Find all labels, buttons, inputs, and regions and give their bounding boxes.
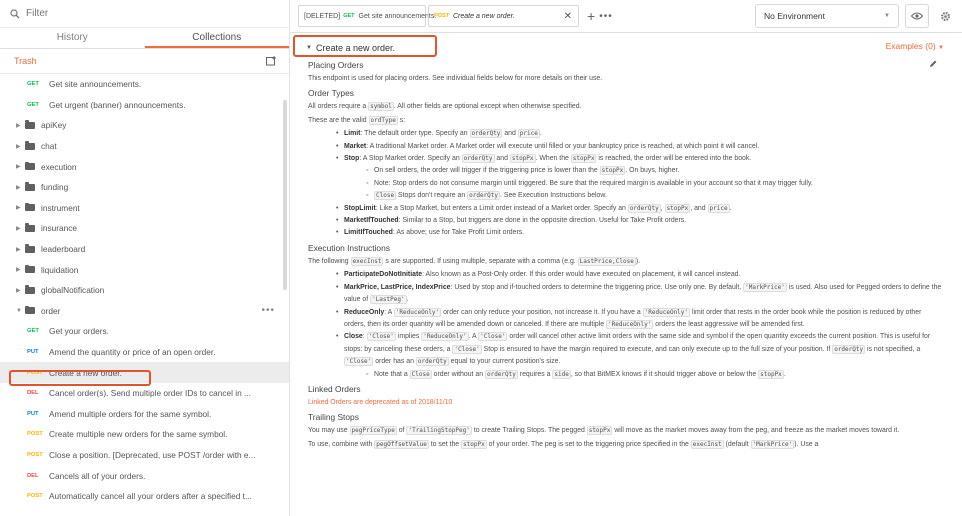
request-item[interactable] <box>0 321 289 342</box>
request-item[interactable] <box>0 74 289 95</box>
caret-right-icon[interactable]: ▶ <box>16 205 21 212</box>
list-item: • Close: 'Close' implies 'ReduceOnly' . A 'Close' order will cancel other active limit orders with the same side and symbol if the open quantity exceeds the current position. This is useful for stops: by canceling these orders, a 'Close' Stop is ensured to have the margin required to execute, and can only execute up to the full size of your position. If orderQty is not specified, a 'Close' order has an orderQty equal to your current position's size. <box>308 331 942 368</box>
item-label: Get site announcements. <box>49 79 142 90</box>
item-label: Automatically cancel all your orders after a specified t... <box>49 491 252 502</box>
folder-item[interactable] <box>0 198 289 219</box>
request-tab-bar <box>290 0 962 33</box>
list-item: • ParticipateDoNotInitiate: Also known as a Post-Only order. If this order would have executed on placement, it will cancel instead. <box>308 269 942 281</box>
trailing-text-1: You may use pegPriceType of 'TrailingStopPeg' to create Trailing Stops. The pegged stopPx will move as the market moves away from the peg, and freeze as the market moves toward it. <box>308 427 900 435</box>
tab-label: Get site announcements. <box>358 12 437 20</box>
request-item[interactable] <box>0 404 289 425</box>
tab-method-get: GET <box>343 13 355 19</box>
method-badge: GET <box>27 81 39 88</box>
tab-more-icon[interactable]: ••• <box>599 10 613 22</box>
item-label: Get your orders. <box>49 326 109 337</box>
caret-right-icon[interactable]: ▶ <box>16 225 21 232</box>
folder-item[interactable] <box>0 218 289 239</box>
collection-list <box>0 74 289 506</box>
folder-icon <box>25 184 35 191</box>
item-label: Close a position. [Deprecated, use POST /order with e... <box>49 449 256 460</box>
folder-icon <box>25 307 35 314</box>
caret-right-icon[interactable]: ▶ <box>16 122 21 129</box>
list-item: ◦ Close Stops don't require an orderQty . See Execution Instructions below. <box>308 190 942 202</box>
folder-item[interactable] <box>0 156 289 177</box>
list-item: ◦ Note: Stop orders do not consume margin until triggered. Be sure that the required margin is available in your account so that it may trigger fully. <box>308 178 942 190</box>
environment-value: No Environment <box>764 11 825 21</box>
search-bar <box>0 0 289 28</box>
item-label: Amend multiple orders for the same symbol. <box>49 408 212 419</box>
item-label: globalNotification <box>41 285 105 296</box>
tab-method-post: POST <box>434 13 449 19</box>
order-types-text-1: All orders require a symbol . All other fields are optional except when otherwise specified. <box>308 103 582 111</box>
folder-item[interactable] <box>0 280 289 301</box>
main-pane <box>290 0 962 516</box>
request-item[interactable] <box>0 465 289 486</box>
method-badge: GET <box>27 101 39 108</box>
exec-text: The following execInst s are supported. If using multiple, separate with a comma (e.g. LastPrice,Close ). <box>308 257 641 265</box>
item-label: Get urgent (banner) announcements. <box>49 99 186 110</box>
heading-linked-orders: Linked Orders <box>308 383 361 394</box>
search-input[interactable] <box>26 8 266 19</box>
chevron-down-icon: ▼ <box>884 13 890 19</box>
request-item[interactable] <box>0 362 289 383</box>
folder-item[interactable] <box>0 177 289 198</box>
environment-quick-look-button[interactable] <box>905 4 929 28</box>
folder-icon <box>25 225 35 232</box>
folder-item[interactable] <box>0 301 289 322</box>
folder-icon <box>25 122 35 129</box>
item-label: Create multiple new orders for the same symbol. <box>49 429 228 440</box>
request-item[interactable] <box>0 486 289 507</box>
method-badge: POST <box>27 493 43 500</box>
folder-icon <box>25 266 35 273</box>
method-badge: DEL <box>27 390 39 397</box>
list-item: • MarkPrice, LastPrice, IndexPrice: Used by stop and if-touched orders to determine the triggering price. Use only one. By default, 'MarkPrice' is used. Also used for Pegged orders to define the value of 'LastPeg' . <box>308 282 942 307</box>
list-item: ◦ On sell orders, the order will trigger if the triggering price is lower than the stopPx . On buys, higher. <box>308 165 942 177</box>
item-label: order <box>41 305 61 316</box>
list-item: • Stop: A Stop Market order. Specify an orderQty and stopPx . When the stopPx is reached, the order will be entered into the book. <box>308 153 942 165</box>
item-label: chat <box>41 141 57 152</box>
folder-item[interactable] <box>0 239 289 260</box>
linked-deprecated-warning: Linked Orders are deprecated as of 2018/11/10 <box>308 398 453 406</box>
item-label: liquidation <box>41 264 79 275</box>
tab-collections[interactable]: Collections <box>145 28 290 48</box>
caret-down-icon: ▼ <box>306 44 312 51</box>
new-folder-icon[interactable] <box>266 56 277 66</box>
request-tab-active[interactable] <box>428 5 579 27</box>
eye-icon <box>911 12 923 20</box>
heading-order-types: Order Types <box>308 88 354 99</box>
folder-more-icon[interactable]: ••• <box>261 305 275 317</box>
item-label: apiKey <box>41 120 67 131</box>
item-label: funding <box>41 182 69 193</box>
list-item: • LimitIfTouched: As above; use for Take Profit Limit orders. <box>308 227 942 239</box>
folder-icon <box>25 287 35 294</box>
edit-pencil-icon[interactable] <box>929 60 937 68</box>
exec-list <box>308 269 942 381</box>
heading-placing-orders: Placing Orders <box>308 60 364 70</box>
order-types-text-2: These are the valid ordType s: <box>308 116 406 124</box>
sidebar <box>0 0 290 516</box>
heading-trailing-stops: Trailing Stops <box>308 412 359 423</box>
method-badge: PUT <box>27 349 39 356</box>
item-label: Cancel order(s). Send multiple order IDs to cancel in ... <box>49 388 251 399</box>
request-tab-deleted[interactable] <box>298 5 437 27</box>
trailing-text-2: To use, combine with pegOffsetValue to set the stopPx of your order. The peg is set to the triggering price specified in the execInst (default 'MarkPrice' ). Use a <box>308 440 819 448</box>
sidebar-tabs <box>0 28 289 49</box>
settings-button[interactable] <box>933 4 957 28</box>
caret-right-icon[interactable]: ▶ <box>16 184 21 191</box>
caret-right-icon[interactable]: ▶ <box>16 267 21 274</box>
examples-label: Examples (0) <box>885 41 936 51</box>
close-tab-icon[interactable]: ✕ <box>563 10 572 22</box>
caret-right-icon[interactable]: ▶ <box>16 164 21 171</box>
folder-icon <box>25 143 35 150</box>
method-badge: PUT <box>27 410 39 417</box>
chevron-down-icon: ▼ <box>938 45 944 51</box>
method-badge: POST <box>27 369 43 376</box>
list-item: ◦ Note that a Close order without an orderQty requires a side , so that BitMEX knows if it should trigger above or below the stopPx . <box>308 369 942 381</box>
request-title-text: Create a new order. <box>315 42 395 53</box>
item-label: instrument <box>41 202 80 213</box>
list-item: • ReduceOnly: A 'ReduceOnly' order can only reduce your position, not increase it. If you have a 'ReduceOnly' limit order that rests in the order book while the position is reduced by other orders, then its order quantity will be amended down or canceled. If there are multiple 'ReduceOnly' orders the least aggressive will be amended first. <box>308 307 942 332</box>
caret-right-icon[interactable]: ▶ <box>16 287 21 294</box>
trash-row[interactable] <box>0 49 289 74</box>
item-label: leaderboard <box>41 244 86 255</box>
folder-item[interactable] <box>0 259 289 280</box>
item-label: Amend the quantity or price of an open order. <box>49 347 216 358</box>
caret-right-icon[interactable]: ▶ <box>16 143 21 150</box>
item-label: Cancels all of your orders. <box>49 470 146 481</box>
heading-execution-instructions: Execution Instructions <box>308 242 390 253</box>
folder-icon <box>25 246 35 253</box>
folder-item[interactable] <box>0 115 289 136</box>
request-item[interactable] <box>0 383 289 404</box>
trash-label[interactable]: Trash <box>14 56 37 66</box>
request-item[interactable] <box>0 424 289 445</box>
request-documentation <box>290 33 962 451</box>
item-label: insurance <box>41 223 77 234</box>
caret-down-icon[interactable]: ▼ <box>16 307 22 314</box>
environment-select[interactable] <box>755 4 899 28</box>
item-label: Create a new order. <box>49 367 122 378</box>
item-label: execution <box>41 161 77 172</box>
order-types-list <box>308 128 942 240</box>
method-badge: POST <box>27 431 43 438</box>
new-tab-button[interactable]: + <box>587 8 596 24</box>
folder-icon <box>25 163 35 170</box>
tab-deleted-prefix: [DELETED] <box>304 12 341 20</box>
gear-icon <box>940 11 951 22</box>
method-badge: POST <box>27 451 43 458</box>
method-badge: GET <box>27 328 39 335</box>
placing-text: This endpoint is used for placing orders. See individual fields below for more details on their use. <box>308 75 603 82</box>
method-badge: DEL <box>27 472 39 479</box>
tab-label-active: Create a new order. <box>452 12 515 20</box>
sidebar-scrollbar[interactable] <box>283 100 287 290</box>
request-title[interactable] <box>300 39 942 57</box>
folder-icon <box>25 204 35 211</box>
request-item[interactable] <box>0 445 289 466</box>
list-item: • Limit: The default order type. Specify an orderQty and price . <box>308 128 942 140</box>
list-item: • StopLimit: Like a Stop Market, but enters a Limit order instead of a Market order. Specify an orderQty , stopPx , and price . <box>308 203 942 215</box>
list-item: • MarketIfTouched: Similar to a Stop, but triggers are done in the opposite direction. Useful for Take Profit orders. <box>308 215 942 227</box>
request-item[interactable] <box>0 95 289 116</box>
examples-dropdown[interactable] <box>886 41 944 51</box>
request-item[interactable] <box>0 342 289 363</box>
tab-history[interactable]: History <box>56 32 88 43</box>
caret-right-icon[interactable]: ▶ <box>16 246 21 253</box>
list-item: • Market: A traditional Market order. A Market order will execute until filled or your bankruptcy price is reached, at which point it will cancel. <box>308 141 942 153</box>
folder-item[interactable] <box>0 136 289 157</box>
search-icon <box>10 9 20 19</box>
